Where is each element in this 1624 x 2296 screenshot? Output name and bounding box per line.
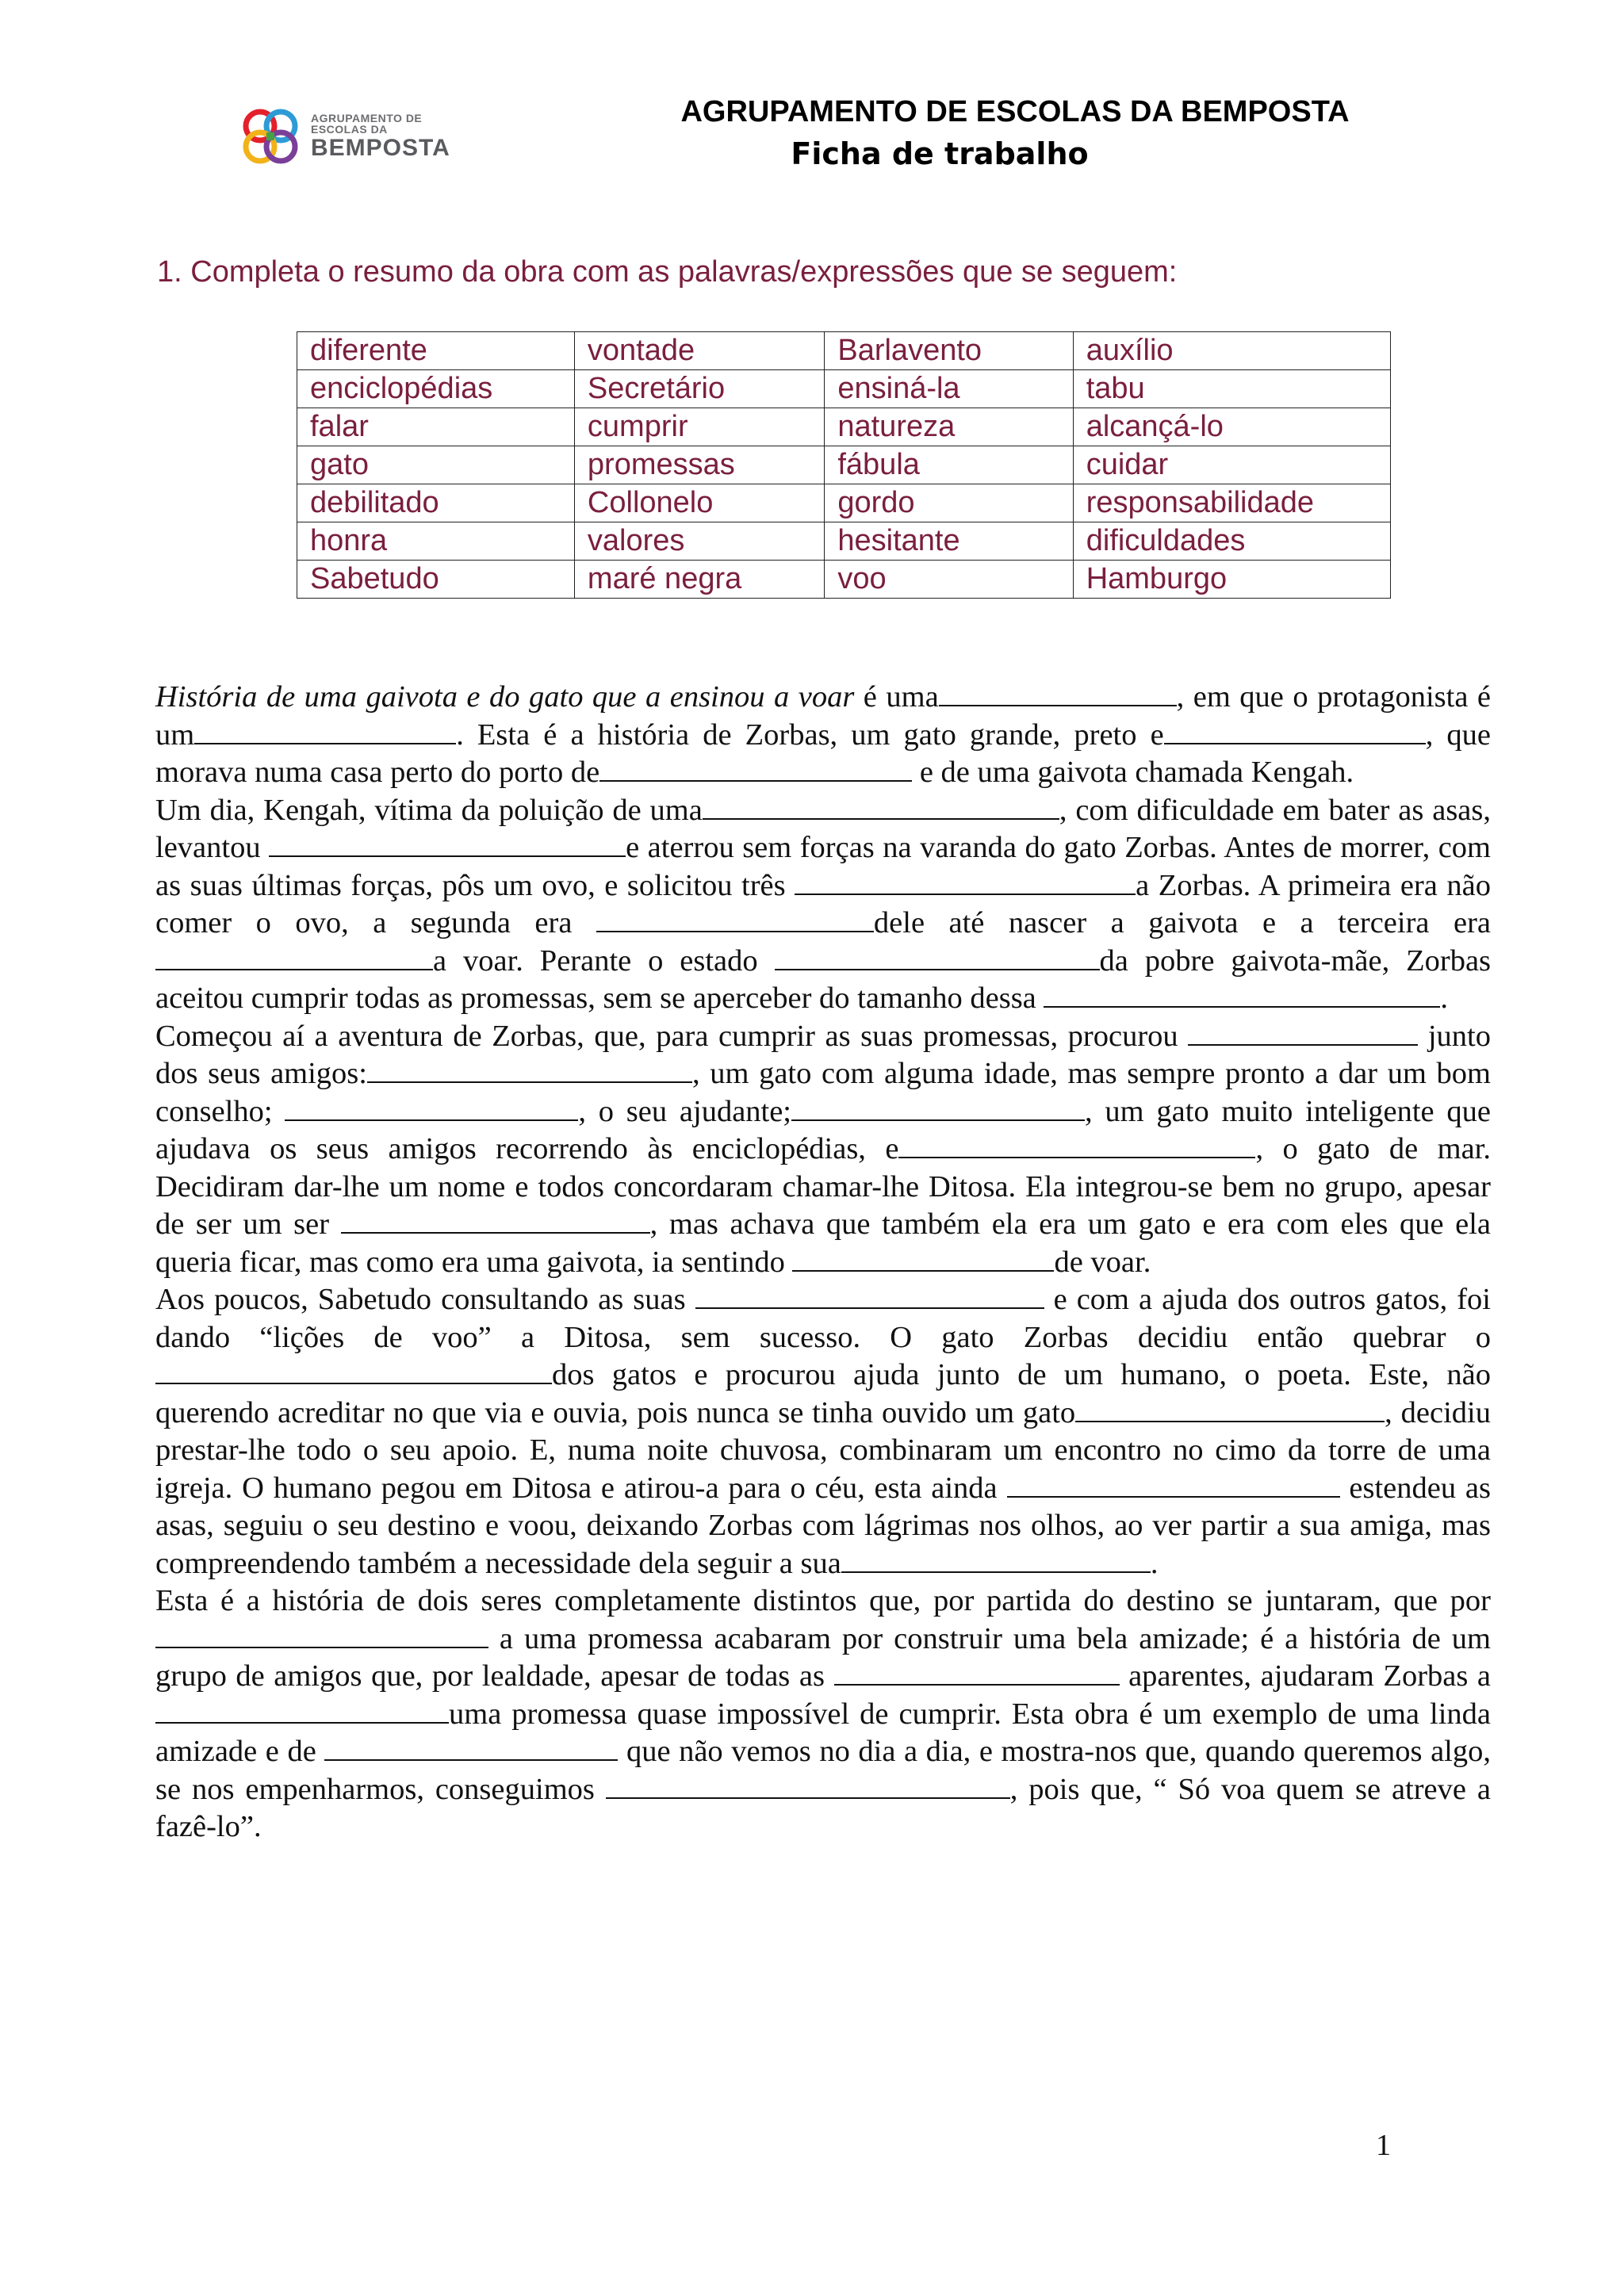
table-row bbox=[297, 408, 1391, 446]
text-segment: estendeu as asas, seguiu o seu destino e voou, deixando Zorbas com lágrimas nos olhos, ao ver partir a sua amiga, mas compreendendo também a necessidade dela seguir a sua bbox=[155, 1471, 1492, 1580]
table-cell: Collonelo bbox=[574, 484, 824, 522]
text-segment: . Esta é a história de Zorbas, um gato grande, preto e bbox=[456, 718, 1164, 752]
text-segment: , pois que, “ Só voa quem se atreve a fazê-lo”. bbox=[155, 1772, 1491, 1843]
table-cell: dificuldades bbox=[1073, 522, 1390, 561]
table-cell: fábula bbox=[825, 446, 1073, 484]
answer-blank-21[interactable] bbox=[1075, 1397, 1385, 1422]
answer-blank-13[interactable] bbox=[367, 1058, 692, 1083]
table-cell: gato bbox=[297, 446, 575, 484]
school-logo bbox=[238, 97, 476, 176]
answer-blank-2[interactable] bbox=[194, 719, 456, 744]
answer-blank-24[interactable] bbox=[155, 1623, 488, 1648]
text-segment: . bbox=[1150, 1546, 1159, 1580]
table-cell: debilitado bbox=[297, 484, 575, 522]
text-segment: Um dia, Kengah, vítima da poluição de uma bbox=[155, 793, 703, 827]
table-cell: honra bbox=[297, 522, 575, 561]
table-cell: enciclopédias bbox=[297, 370, 575, 408]
answer-blank-16[interactable] bbox=[898, 1133, 1255, 1158]
table-cell: responsabilidade bbox=[1073, 484, 1390, 522]
answer-blank-28[interactable] bbox=[606, 1774, 1010, 1799]
summary-text bbox=[155, 679, 1491, 1846]
summary-paragraph-5 bbox=[155, 1582, 1491, 1846]
table-cell: vontade bbox=[574, 332, 824, 370]
summary-paragraph-2 bbox=[155, 792, 1491, 1018]
table-cell: Barlavento bbox=[825, 332, 1073, 370]
answer-blank-15[interactable] bbox=[791, 1096, 1085, 1121]
word-bank-table bbox=[297, 331, 1391, 599]
answer-blank-1[interactable] bbox=[939, 681, 1177, 706]
table-cell: voo bbox=[825, 561, 1073, 599]
answer-blank-17[interactable] bbox=[341, 1208, 650, 1234]
text-segment: a voar. Perante o estado bbox=[433, 943, 775, 978]
table-row bbox=[297, 561, 1391, 599]
table-cell: Sabetudo bbox=[297, 561, 575, 599]
table-cell: cumprir bbox=[574, 408, 824, 446]
text-segment: , o seu ajudante; bbox=[578, 1094, 792, 1128]
table-cell: Secretário bbox=[574, 370, 824, 408]
table-row bbox=[297, 446, 1391, 484]
answer-blank-4[interactable] bbox=[599, 756, 912, 782]
table-row bbox=[297, 522, 1391, 561]
table-cell: gordo bbox=[825, 484, 1073, 522]
table-cell: hesitante bbox=[825, 522, 1073, 561]
text-segment: . bbox=[1440, 982, 1449, 1015]
text-segment: dele até nascer a gaivota e a terceira era bbox=[873, 906, 1491, 939]
answer-blank-8[interactable] bbox=[596, 907, 874, 932]
text-segment: aparentes, ajudaram Zorbas a bbox=[1119, 1659, 1491, 1693]
logo-small-text: AGRUPAMENTO DE ESCOLAS DA bbox=[311, 112, 423, 136]
answer-blank-27[interactable] bbox=[324, 1735, 618, 1761]
sheet-title: Ficha de trabalho bbox=[791, 136, 1089, 171]
text-segment: de voar. bbox=[1054, 1245, 1151, 1279]
logo-wordmark bbox=[311, 113, 476, 160]
table-cell: diferente bbox=[297, 332, 575, 370]
table-cell: valores bbox=[574, 522, 824, 561]
answer-blank-11[interactable] bbox=[1044, 982, 1440, 1008]
answer-blank-14[interactable] bbox=[285, 1096, 578, 1121]
text-segment: a Zorbas. A primeira era não comer o ovo, a segunda era bbox=[155, 868, 1492, 939]
answer-blank-10[interactable] bbox=[775, 945, 1100, 970]
text-segment: , o gato de mar. Decidiram dar-lhe um nome e todos concordaram chamar-lhe Ditosa. Ela integrou-se bem no grupo, apesar de ser um ser bbox=[155, 1132, 1491, 1241]
text-segment: , decidiu prestar-lhe todo o seu apoio. E, numa noite chuvosa, combinaram um encontro no cimo da torre de uma igreja. O humano pegou em Ditosa e atirou-a para o céu, esta ainda bbox=[155, 1395, 1491, 1505]
summary-paragraph-1 bbox=[155, 679, 1491, 792]
text-segment: , em que o protagonista é um bbox=[155, 680, 1492, 752]
answer-blank-9[interactable] bbox=[155, 945, 433, 970]
book-title: História de uma gaivota e do gato que a ensinou a voar bbox=[155, 680, 855, 714]
summary-paragraph-4 bbox=[155, 1281, 1491, 1582]
text-segment: uma promessa quase impossível de cumprir. Esta obra é um exemplo de uma linda amizade e de bbox=[155, 1697, 1491, 1768]
answer-blank-7[interactable] bbox=[795, 870, 1136, 895]
text-segment: , com dificuldade em bater as asas, levantou bbox=[155, 793, 1491, 864]
text-segment: Aos poucos, Sabetudo consultando as suas bbox=[155, 1283, 695, 1316]
logo-big-text: BEMPOSTA bbox=[311, 135, 450, 161]
text-segment: a uma promessa acabaram por construir uma bela amizade; é a história de um grupo de amigos que, por lealdade, apesar de todas as bbox=[155, 1621, 1491, 1693]
answer-blank-18[interactable] bbox=[792, 1246, 1054, 1272]
table-row bbox=[297, 332, 1391, 370]
answer-blank-20[interactable] bbox=[155, 1359, 552, 1384]
text-segment: , um gato muito inteligente que ajudava os seus amigos recorrendo às enciclopédias, e bbox=[155, 1094, 1491, 1165]
text-segment: , mas achava que também ela era um gato e era com eles que ela queria ficar, mas como era uma gaivota, ia sentindo bbox=[155, 1207, 1491, 1279]
text-segment: , que morava numa casa perto do porto de bbox=[155, 718, 1491, 789]
table-cell: promessas bbox=[574, 446, 824, 484]
table-cell: alcançá-lo bbox=[1073, 408, 1390, 446]
text-segment: e aterrou sem forças na varanda do gato Zorbas. Antes de morrer, com as suas últimas forças, pôs um ovo, e solicitou três bbox=[155, 831, 1491, 902]
table-cell: natureza bbox=[825, 408, 1073, 446]
answer-blank-19[interactable] bbox=[695, 1284, 1044, 1309]
table-cell: auxílio bbox=[1073, 332, 1390, 370]
table-cell: tabu bbox=[1073, 370, 1390, 408]
answer-blank-26[interactable] bbox=[155, 1698, 449, 1724]
text-segment: e com a ajuda dos outros gatos, foi dando “lições de voo” a Ditosa, sem sucesso. O gato Zorbas decidiu então quebrar o bbox=[155, 1283, 1491, 1354]
table-cell: maré negra bbox=[574, 561, 824, 599]
text-segment: Esta é a história de dois seres completamente distintos que, por partida do destino se juntaram, que por bbox=[155, 1584, 1491, 1617]
school-name: AGRUPAMENTO DE ESCOLAS DA BEMPOSTA bbox=[680, 95, 1350, 128]
page-number: 1 bbox=[1376, 2129, 1391, 2162]
table-row bbox=[297, 370, 1391, 408]
table-cell: falar bbox=[297, 408, 575, 446]
text-segment: junto dos seus amigos: bbox=[155, 1019, 1491, 1090]
answer-blank-6[interactable] bbox=[269, 832, 626, 857]
answer-blank-12[interactable] bbox=[1188, 1020, 1418, 1046]
answer-blank-5[interactable] bbox=[703, 794, 1059, 820]
table-cell: ensiná-la bbox=[825, 370, 1073, 408]
text-segment: é uma bbox=[854, 680, 939, 714]
answer-blank-25[interactable] bbox=[834, 1660, 1120, 1686]
text-segment: da pobre gaivota-mãe, Zorbas aceitou cumprir todas as promessas, sem se aperceber do tamanho dessa bbox=[155, 943, 1492, 1015]
table-cell: Hamburgo bbox=[1073, 561, 1390, 599]
text-segment: dos gatos e procurou ajuda junto de um humano, o poeta. Este, não querendo acreditar no que via e ouvia, pois nunca se tinha ouvido um gato bbox=[155, 1358, 1491, 1429]
text-segment: e de uma gaivota chamada Kengah. bbox=[912, 756, 1354, 789]
school-logo-icon bbox=[238, 104, 303, 169]
text-segment: , um gato com alguma idade, mas sempre pronto a dar um bom conselho; bbox=[155, 1057, 1491, 1128]
answer-blank-3[interactable] bbox=[1164, 719, 1426, 744]
text-segment: que não vemos no dia a dia, e mostra-nos que, quando queremos algo, se nos empenharmos, conseguimos bbox=[155, 1735, 1492, 1806]
table-cell: cuidar bbox=[1073, 446, 1390, 484]
exercise-instruction: 1. Completa o resumo da obra com as palavras/expressões que se seguem: bbox=[157, 255, 1178, 289]
summary-paragraph-3 bbox=[155, 1018, 1491, 1282]
answer-blank-22[interactable] bbox=[1007, 1472, 1340, 1498]
text-segment: Começou aí a aventura de Zorbas, que, para cumprir as suas promessas, procurou bbox=[155, 1019, 1189, 1053]
table-row bbox=[297, 484, 1391, 522]
answer-blank-23[interactable] bbox=[841, 1548, 1151, 1573]
